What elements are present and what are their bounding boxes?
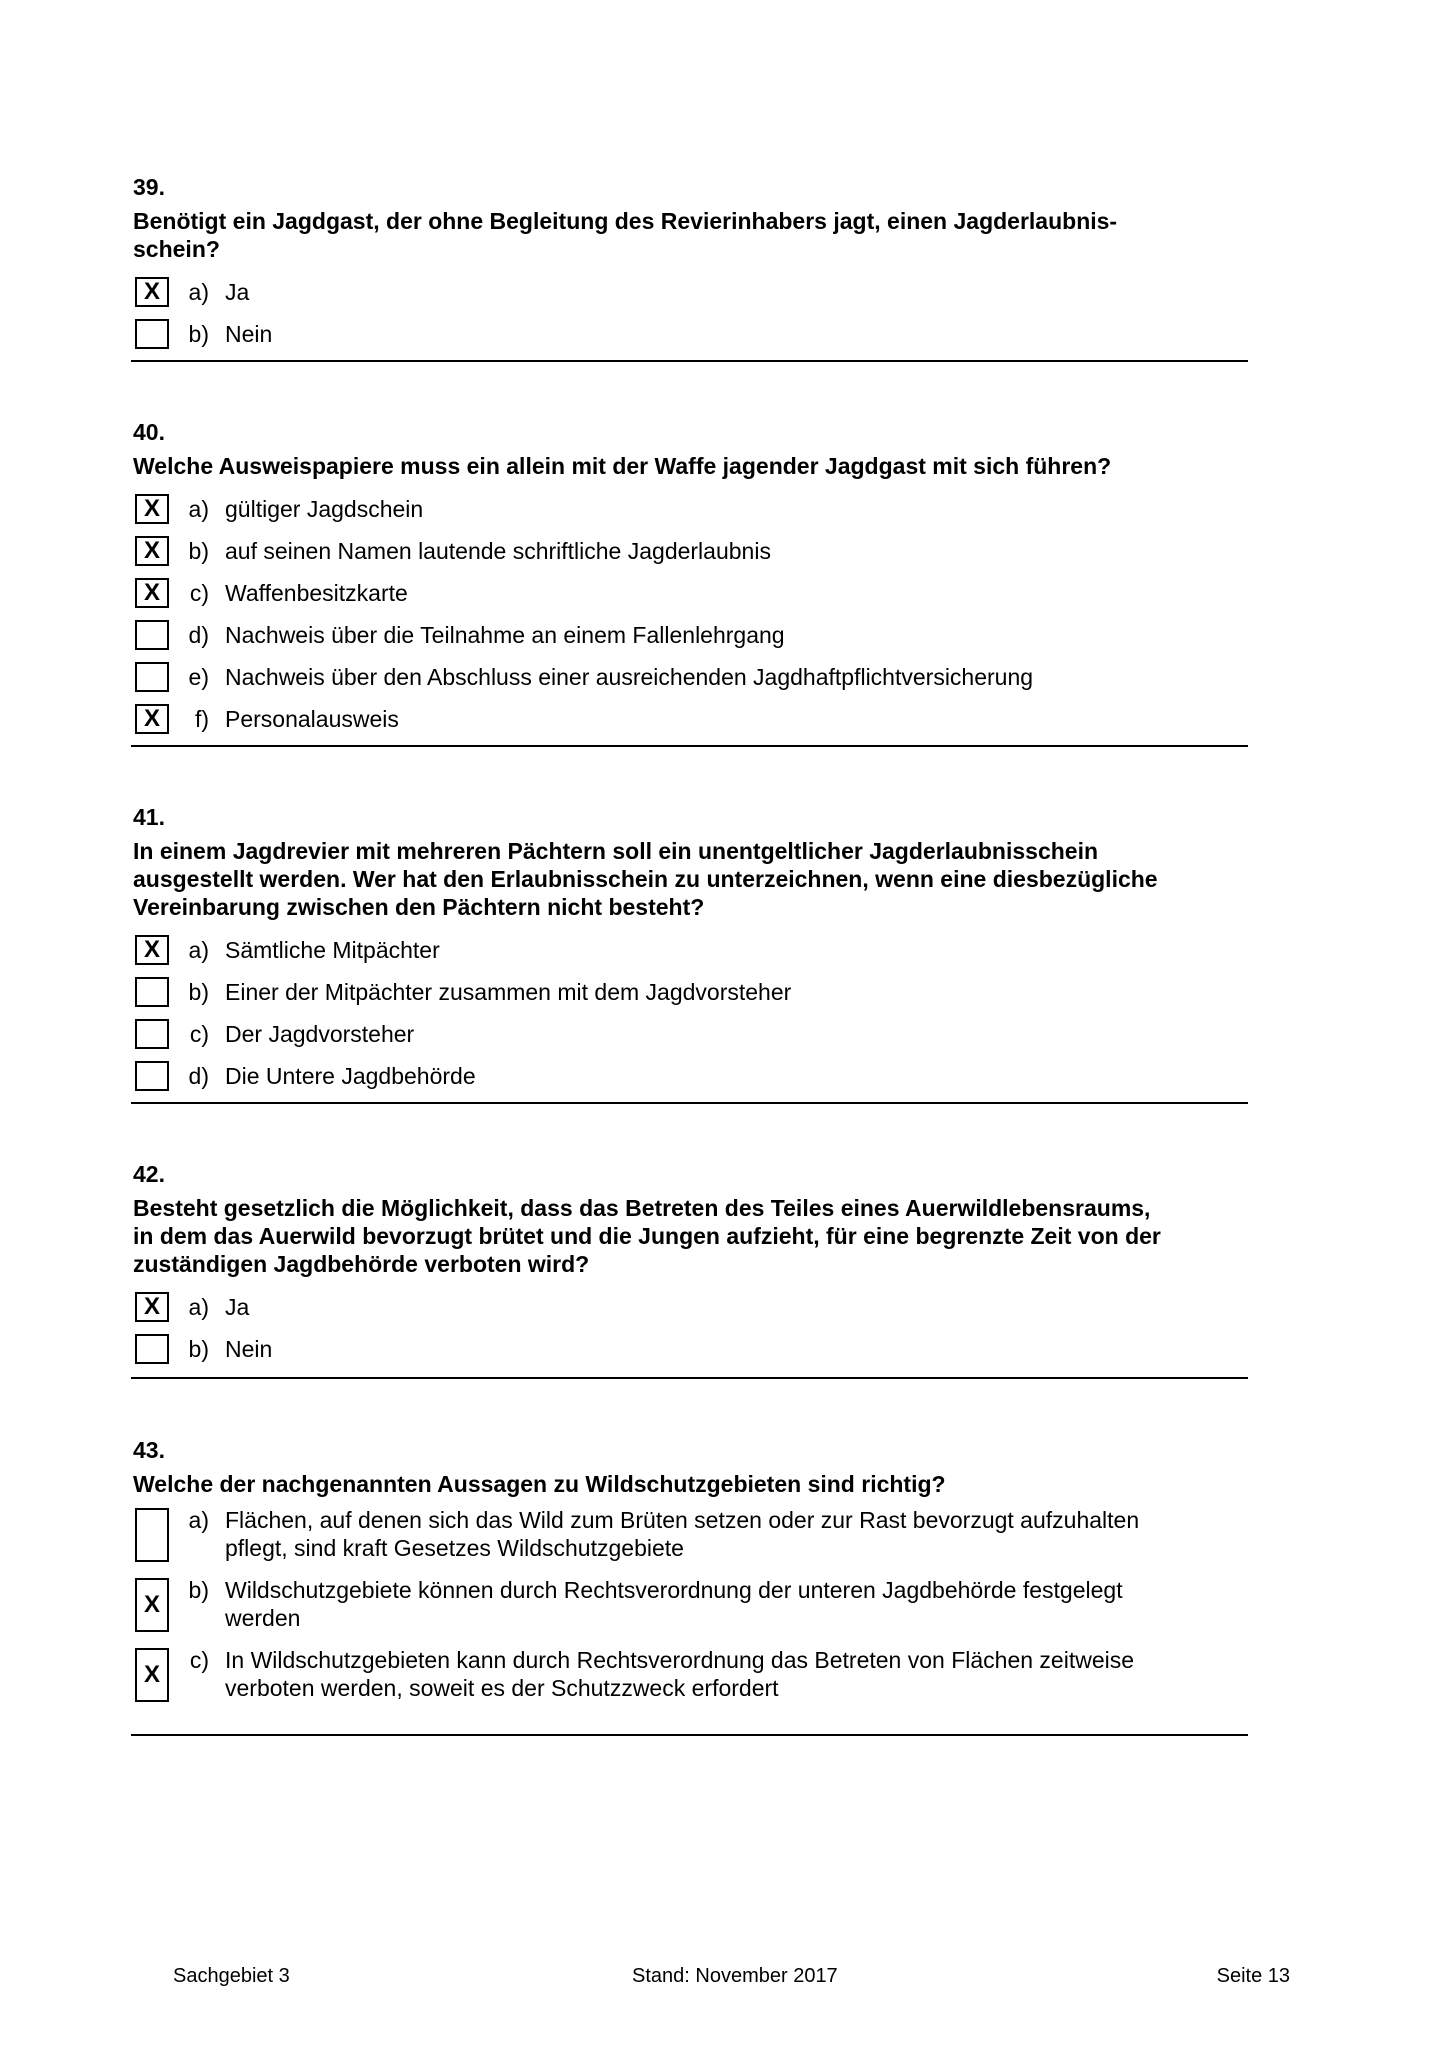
option-text: Personalausweis [225, 705, 399, 732]
footer-date: Stand: November 2017 [632, 1965, 838, 1987]
answer-option-b[interactable] [133, 1328, 1250, 1370]
option-letter: a) [188, 278, 209, 305]
answer-checkbox[interactable]: X [135, 935, 169, 965]
answer-options [133, 1506, 1250, 1716]
answer-checkbox[interactable] [135, 662, 169, 692]
question-divider [131, 1734, 1248, 1736]
answer-option-b[interactable] [133, 971, 1250, 1013]
option-letter: b) [188, 1335, 209, 1362]
footer-page-number: Seite 13 [1216, 1965, 1290, 1987]
option-letter: a) [188, 1507, 209, 1533]
answer-option-a[interactable] [133, 271, 1250, 313]
question-text-line: ausgestellt werden. Wer hat den Erlaubnisschein zu unterzeichnen, wenn eine diesbezügliche [133, 866, 1158, 892]
question-number: 40. [133, 419, 165, 445]
option-letter: b) [188, 978, 209, 1005]
answer-checkbox[interactable] [135, 319, 169, 349]
answer-option-f[interactable] [133, 698, 1250, 740]
answer-checkbox[interactable] [135, 977, 169, 1007]
answer-option-b[interactable] [133, 1576, 1250, 1646]
answer-checkbox[interactable] [135, 620, 169, 650]
question-text-line: In einem Jagdrevier mit mehreren Pächtern soll ein unentgeltlicher Jagderlaubnisschein [133, 838, 1099, 864]
option-letter: c) [189, 579, 209, 606]
answer-checkbox[interactable]: X [135, 578, 169, 608]
answer-options [133, 488, 1250, 740]
option-letter: c) [189, 1020, 209, 1047]
option-text: auf seinen Namen lautende schriftliche Jagderlaubnis [225, 537, 771, 564]
question-text [133, 1194, 1250, 1278]
question-divider [131, 1377, 1248, 1379]
answer-checkbox[interactable]: X [135, 536, 169, 566]
answer-option-b[interactable] [133, 313, 1250, 355]
question-41 [133, 803, 1250, 1097]
option-letter: a) [188, 495, 209, 522]
answer-options [133, 929, 1250, 1097]
answer-checkbox[interactable]: X [135, 1648, 169, 1702]
footer-subject: Sachgebiet 3 [173, 1965, 290, 1987]
answer-checkbox[interactable]: X [135, 1578, 169, 1632]
answer-option-a[interactable] [133, 1286, 1250, 1328]
option-text-line: pflegt, sind kraft Gesetzes Wildschutzgebiete [225, 1535, 684, 1561]
answer-options [133, 1286, 1250, 1370]
question-text [133, 452, 1250, 480]
option-letter: c) [189, 1647, 209, 1673]
option-text-line: Flächen, auf denen sich das Wild zum Brüten setzen oder zur Rast bevorzugt aufzuhalten [225, 1507, 1140, 1533]
question-text-line: Vereinbarung zwischen den Pächtern nicht besteht? [133, 894, 705, 920]
question-divider [131, 1102, 1248, 1104]
question-number: 39. [133, 174, 165, 200]
option-text: Nachweis über die Teilnahme an einem Fallenlehrgang [225, 621, 785, 648]
option-text: Einer der Mitpächter zusammen mit dem Jagdvorsteher [225, 978, 792, 1005]
option-text [225, 1506, 1225, 1562]
question-number: 42. [133, 1161, 165, 1187]
question-text [133, 207, 1250, 263]
question-43 [133, 1436, 1250, 1716]
answer-option-c[interactable] [133, 1013, 1250, 1055]
answer-option-c[interactable] [133, 572, 1250, 614]
answer-option-a[interactable] [133, 929, 1250, 971]
option-text-line: verboten werden, soweit es der Schutzzweck erfordert [225, 1675, 779, 1701]
question-text-line: Benötigt ein Jagdgast, der ohne Begleitung des Revierinhabers jagt, einen Jagderlaubnis- [133, 208, 1118, 234]
option-letter: f) [194, 705, 209, 732]
answer-option-d[interactable] [133, 1055, 1250, 1097]
question-text-line: in dem das Auerwild bevorzugt brütet und die Jungen aufzieht, für eine begrenzte Zeit von der [133, 1223, 1161, 1249]
answer-options [133, 271, 1250, 355]
question-text [133, 1470, 1250, 1498]
answer-checkbox[interactable] [135, 1508, 169, 1562]
answer-checkbox[interactable]: X [135, 1292, 169, 1322]
question-number: 41. [133, 804, 165, 830]
question-40 [133, 418, 1250, 740]
question-42 [133, 1160, 1250, 1370]
option-text: gültiger Jagdschein [225, 495, 424, 522]
option-text [225, 1576, 1225, 1632]
option-letter: e) [188, 663, 209, 690]
option-text: Nachweis über den Abschluss einer ausreichenden Jagdhaftpflichtversicherung [225, 663, 1034, 690]
question-number: 43. [133, 1437, 165, 1463]
answer-option-a[interactable] [133, 488, 1250, 530]
question-text-line: Welche der nachgenannten Aussagen zu Wildschutzgebieten sind richtig? [133, 1471, 946, 1497]
answer-option-d[interactable] [133, 614, 1250, 656]
option-text-line: In Wildschutzgebieten kann durch Rechtsverordnung das Betreten von Flächen zeitweise [225, 1647, 1135, 1673]
option-letter: d) [188, 1062, 209, 1089]
answer-checkbox[interactable] [135, 1019, 169, 1049]
option-text: Sämtliche Mitpächter [225, 936, 440, 963]
answer-checkbox[interactable] [135, 1334, 169, 1364]
page-footer [0, 1962, 1448, 1990]
answer-checkbox[interactable]: X [135, 494, 169, 524]
option-text: Ja [225, 278, 250, 305]
question-text [133, 837, 1250, 921]
option-letter: b) [188, 537, 209, 564]
option-letter: b) [188, 320, 209, 347]
option-text [225, 1646, 1225, 1702]
question-divider [131, 745, 1248, 747]
option-letter: a) [188, 1293, 209, 1320]
option-letter: a) [188, 936, 209, 963]
option-text: Ja [225, 1293, 250, 1320]
question-text-line: Besteht gesetzlich die Möglichkeit, dass das Betreten des Teiles eines Auerwildlebensraums, [133, 1195, 1151, 1221]
option-text: Nein [225, 320, 273, 347]
option-text-line: werden [225, 1605, 301, 1631]
option-text: Die Untere Jagdbehörde [225, 1062, 476, 1089]
answer-option-b[interactable] [133, 530, 1250, 572]
option-text-line: Wildschutzgebiete können durch Rechtsverordnung der unteren Jagdbehörde festgelegt [225, 1577, 1123, 1603]
answer-checkbox[interactable] [135, 1061, 169, 1091]
question-text-line: Welche Ausweispapiere muss ein allein mit der Waffe jagender Jagdgast mit sich führen? [133, 453, 1112, 479]
question-divider [131, 360, 1248, 362]
answer-checkbox[interactable]: X [135, 704, 169, 734]
option-text: Der Jagdvorsteher [225, 1020, 415, 1047]
answer-option-c[interactable] [133, 1646, 1250, 1716]
answer-option-e[interactable] [133, 656, 1250, 698]
option-letter: d) [188, 621, 209, 648]
answer-option-a[interactable] [133, 1506, 1250, 1576]
question-text-line: schein? [133, 236, 220, 262]
option-letter: b) [188, 1577, 209, 1603]
option-text: Waffenbesitzkarte [225, 579, 408, 606]
question-39 [133, 173, 1250, 355]
question-text-line: zuständigen Jagdbehörde verboten wird? [133, 1251, 590, 1277]
option-text: Nein [225, 1335, 273, 1362]
answer-checkbox[interactable]: X [135, 277, 169, 307]
